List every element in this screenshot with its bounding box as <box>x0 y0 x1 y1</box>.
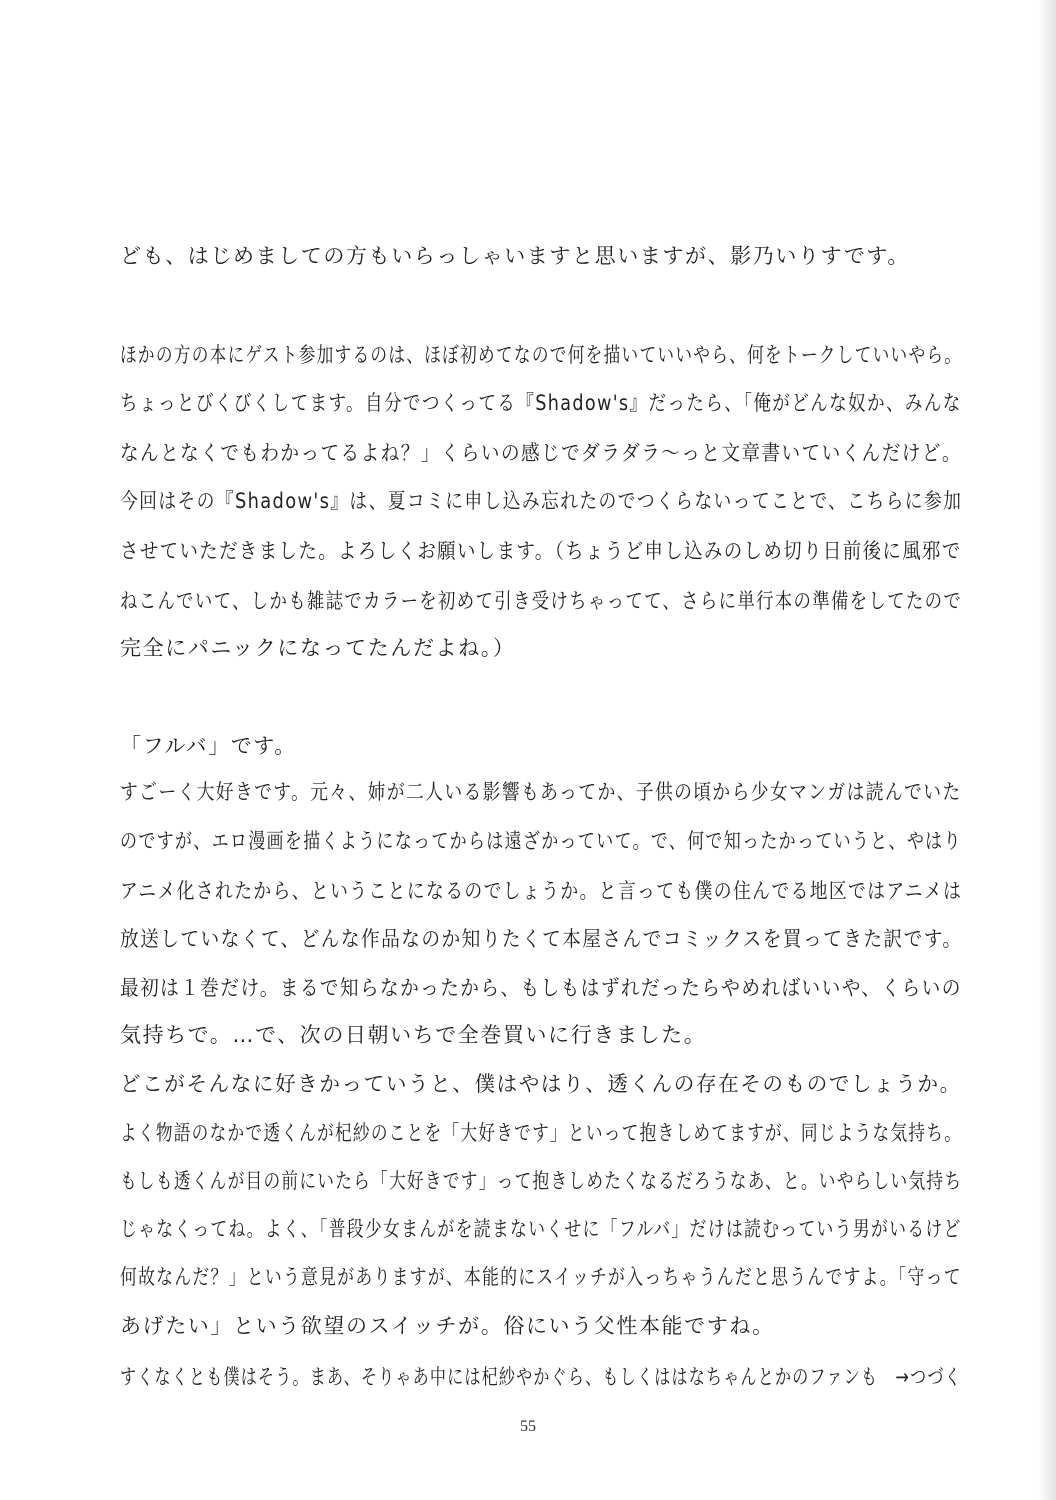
text-line: 今回はその『Shadow's』は、夏コミに申し込み忘れたのでつくらないってことで、こちらに参加 <box>120 489 963 513</box>
text-line: すくなくとも僕はそう。まあ、そりゃあ中には杞紗やかぐら、もしくははなちゃんとかのファンも →つづく <box>120 1365 962 1389</box>
text-line: あげたい」という欲望のスイッチが。俗にいう父性本能ですね。 <box>120 1314 775 1338</box>
text-line: すごーく大好きです。元々、姉が二人いる影響もあってか、子供の頃から少女マンガは読んでいた <box>120 780 962 804</box>
text-line: 最初は１巻だけ。まるで知らなかったから、もしもはずれだったらやめればいいや、くらいの <box>120 976 962 1000</box>
text-line: ちょっとびくびくしてます。自分でつくってる『Shadow's』だったら、「俺がどんな奴か、みんな <box>120 391 962 415</box>
text-line: 何故なんだ？」という意見がありますが、本能的にスイッチが入っちゃうんだと思うんですよ。「守って <box>120 1265 962 1289</box>
text-line: 「フルバ」です。 <box>120 734 297 758</box>
text-line: どこがそんなに好きかっていうと、僕はやはり、透くんの存在そのものでしょうか。 <box>120 1072 962 1096</box>
text-line: のですが、エロ漫画を描くようになってからは遠ざかっていて。で、何で知ったかっていうと、やはり <box>120 829 962 853</box>
text-line: じゃなくってね。よく、「普段少女まんがを読まないくせに「フルバ」だけは読むっていう男がいるけど <box>120 1217 962 1241</box>
text-line: ねこんでいて、しかも雑誌でカラーを初めて引き受けちゃってて、さらに単行本の準備をしてたので <box>120 589 963 613</box>
text-line: なんとなくでもわかってるよね？」くらいの感じでダラダラ〜っと文章書いていくんだけど。 <box>120 441 962 465</box>
text-line: 気持ちで。…で、次の日朝いちで全巻買いに行きました。 <box>120 1023 707 1047</box>
text-line: もしも透くんが目の前にいたら「大好きです」って抱きしめたくなるだろうなあ、と。いやらしい気持ち <box>120 1169 963 1193</box>
text-line: よく物語のなかで透くんが杞紗のことを「大好きです」といって抱きしめてますが、同じような気持ち。 <box>120 1121 963 1145</box>
page-edge-shadow <box>1038 0 1056 1500</box>
text-line: ほかの方の本にゲスト参加するのは、ほぼ初めてなので何を描いていいやら、何をトークしていいやら。 <box>120 343 963 367</box>
text-line: ども、はじめましての方もいらっしゃいますと思いますが、影乃いりすです。 <box>120 244 910 268</box>
text-line: アニメ化されたから、ということになるのでしょうか。と言っても僕の住んでる地区ではアニメは <box>120 879 963 903</box>
text-line: 放送していなくて、どんな作品なのか知りたくて本屋さんでコミックスを買ってきた訳です。 <box>120 927 963 951</box>
text-line: 完全にパニックになってたんだよね。） <box>120 636 516 660</box>
text-line: させていただきました。よろしくお願いします。（ちょうど申し込みのしめ切り日前後に風邪で <box>120 539 962 563</box>
page-number: 55 <box>520 1418 536 1435</box>
